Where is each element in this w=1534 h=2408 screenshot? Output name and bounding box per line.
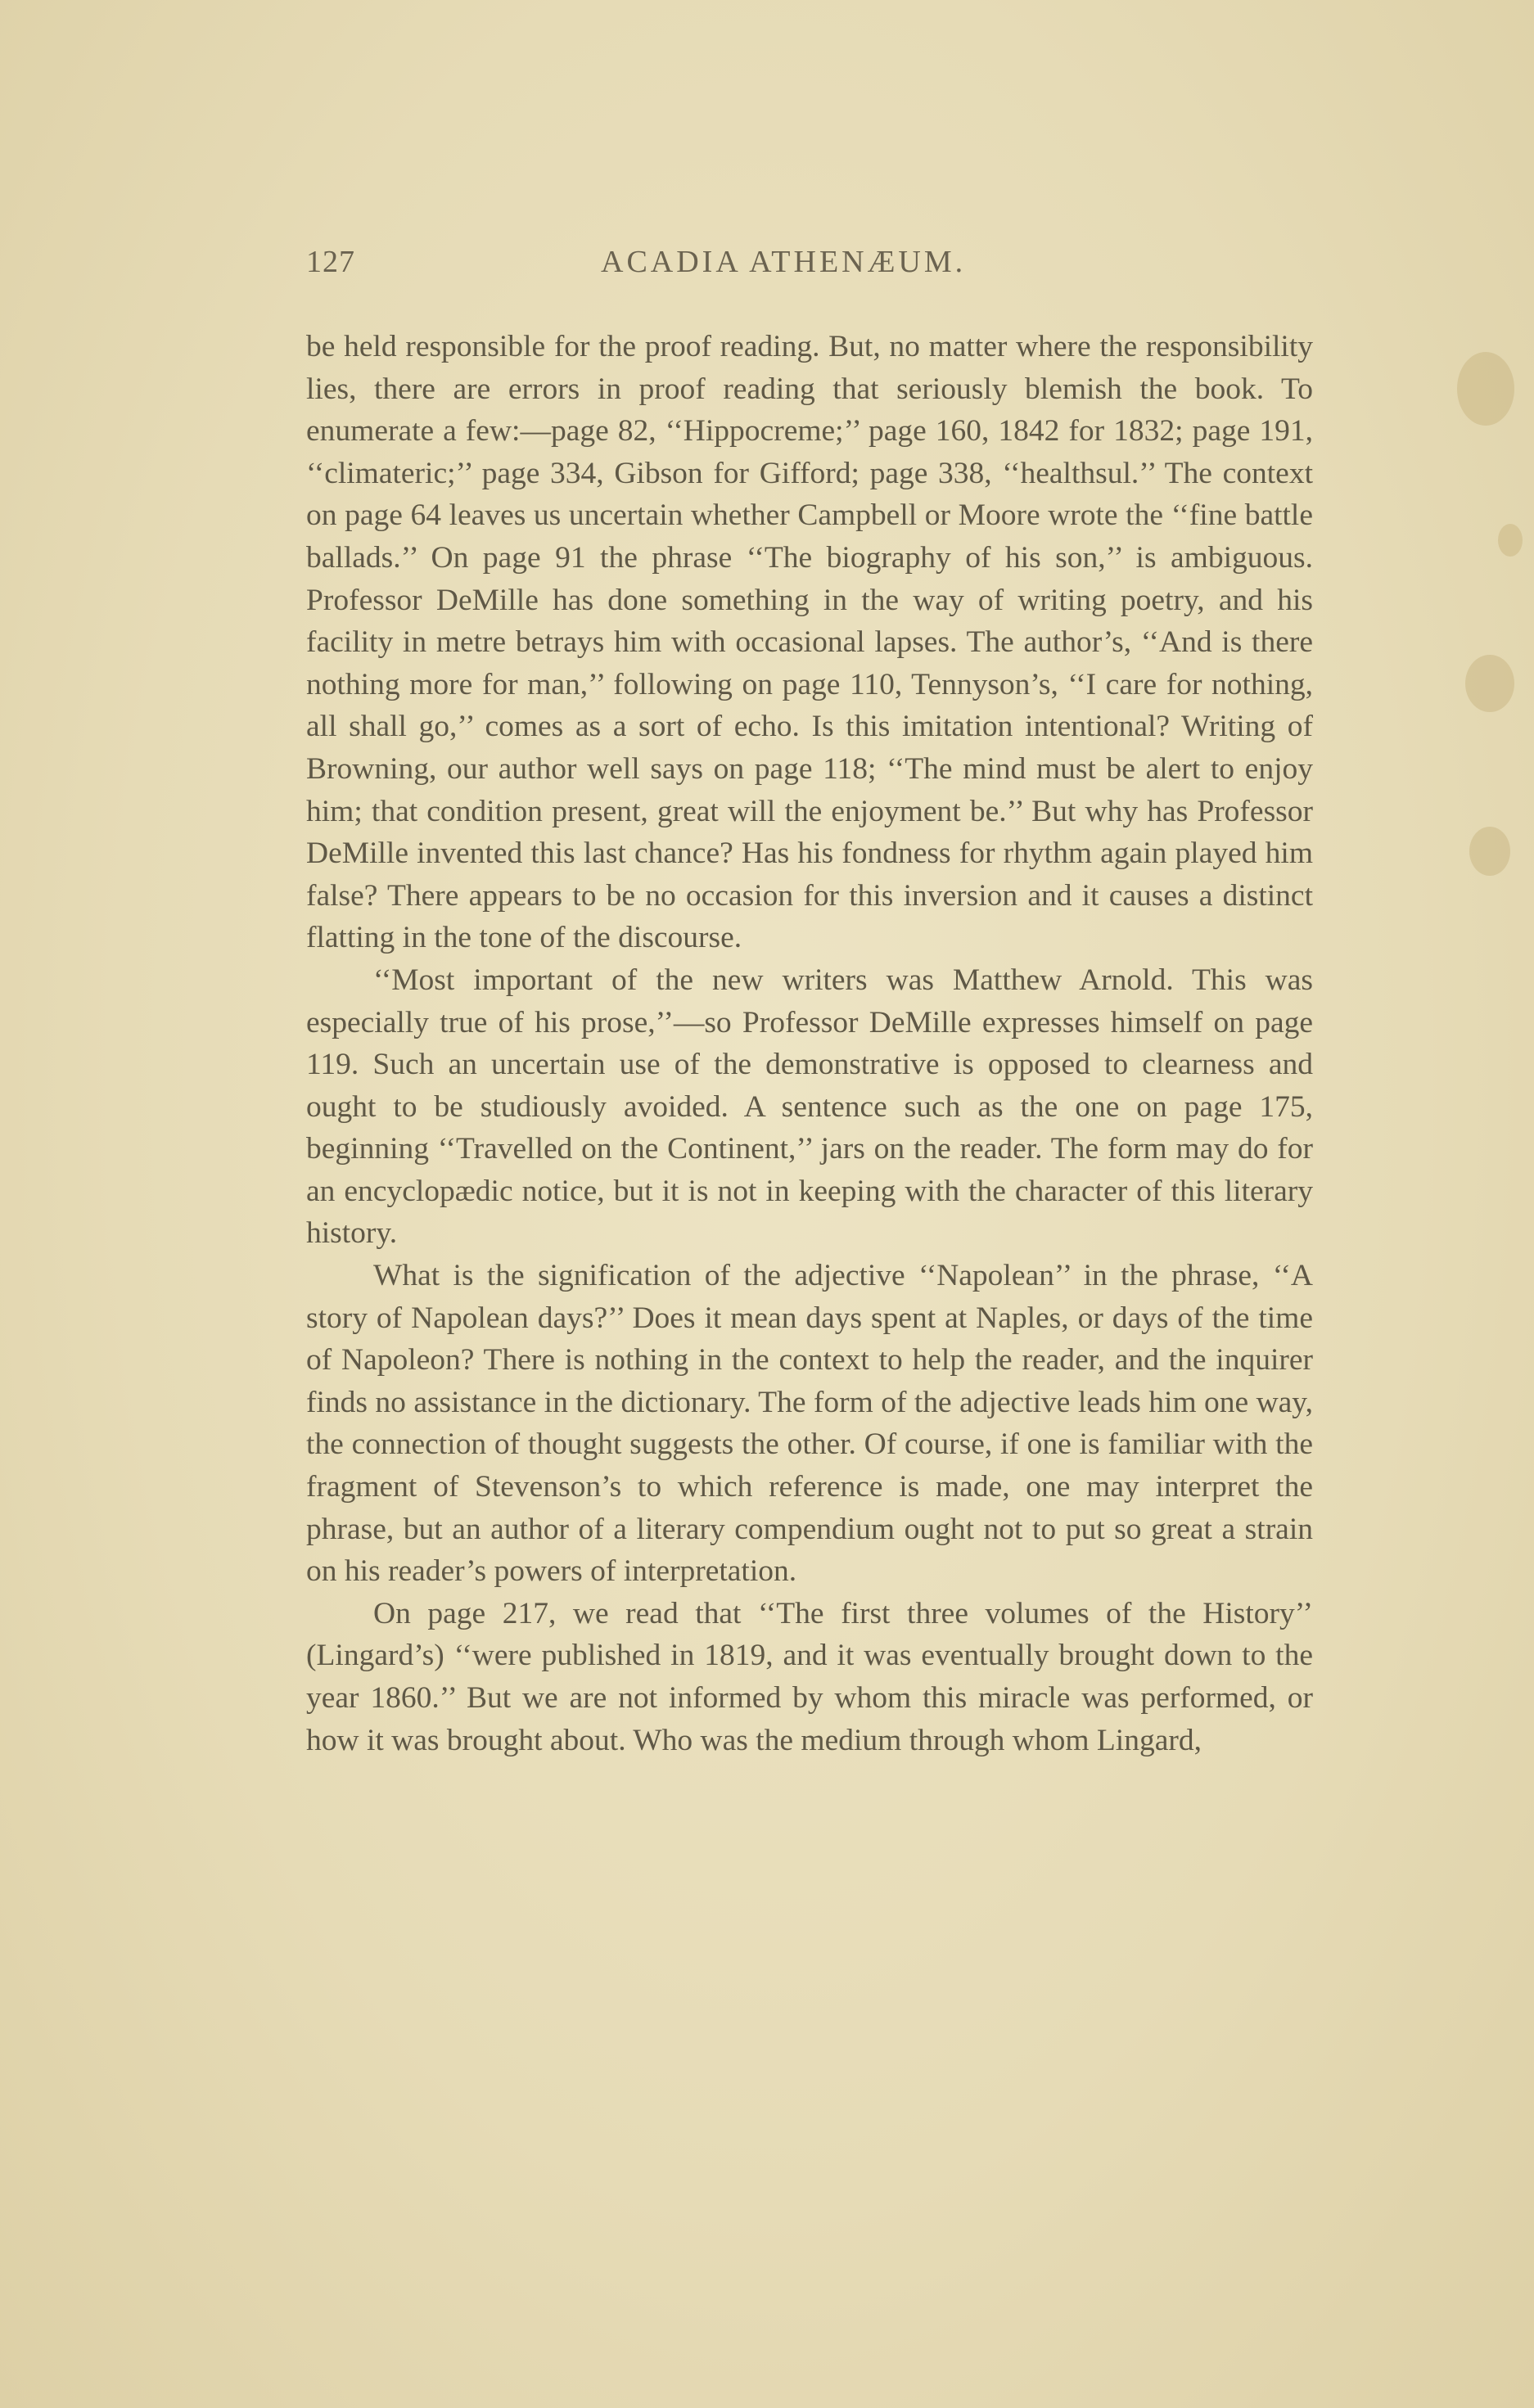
- paper-stain: [1465, 655, 1514, 712]
- paragraph: ‘‘Most important of the new writers was Matthew Arnold. This was especially true of his prose,’’—so Professor DeMille expresses himself on page 119. Such an uncertain use of the demonstrative is opposed to clearness and ought to be studiously avoided. A sentence such as the one on page 175, beginning ‘‘Travelled on the Continent,’’ jars on the reader. The form may do for an encyclopædic notice, but it is not in keeping with the character of this literary history.: [306, 963, 1313, 1251]
- paper-stain: [1469, 827, 1510, 876]
- paper-stain: [1457, 352, 1514, 426]
- running-title: ACADIA ATHENÆUM.: [601, 245, 967, 279]
- page-number: 127: [306, 245, 355, 279]
- page-header: [306, 244, 1313, 293]
- article-body: [306, 326, 1313, 1761]
- paragraph: be held responsible for the proof reading. But, no matter where the responsibility lies, there are errors in proof reading that seriously blemish the book. To enumerate a few:—page 82, ‘‘Hippocreme;’’ page 160, 1842 for 1832; page 191, ‘‘climateric;’’ page 334, Gibson for Gifford; page 338, ‘‘healthsul.’’ The context on page 64 leaves us uncertain whether Campbell or Moore wrote the ‘‘fine battle ballads.’’ On page 91 the phrase ‘‘The biography of his son,’’ is ambiguous. Professor DeMille has done something in the way of writing poetry, and his facility in metre betrays him with occasional lapses. The author’s, ‘‘And is there nothing more for man,’’ following on page 110, Tennyson’s, ‘‘I care for nothing, all shall go,’’ comes as a sort of echo. Is this imitation intentional? Writing of Browning, our author well says on page 118; ‘‘The mind must be alert to enjoy him; that condition present, great will the enjoyment be.’’ But why has Professor DeMille invented this last chance? Has his fondness for rhythm again played him false? There appears to be no occasion for this inversion and it causes a distinct flatting in the tone of the discourse.: [306, 330, 1313, 955]
- paragraph: What is the signification of the adjective ‘‘Napolean’’ in the phrase, ‘‘A story of Napolean days?’’ Does it mean days spent at Naples, or days of the time of Napoleon? There is nothing in the context to help the reader, and the inquirer finds no assistance in the dictionary. The form of the adjective leads him one way, the connection of thought suggests the other. Of course, if one is familiar with the fragment of Stevenson’s to which reference is made, one may interpret the phrase, but an author of a literary compendium ought not to put so great a strain on his reader’s powers of interpretation.: [306, 1259, 1313, 1589]
- paper-stain: [1498, 524, 1523, 557]
- paragraph: On page 217, we read that ‘‘The first three volumes of the History’’ (Lingard’s) ‘‘were published in 1819, and it was eventually brought down to the year 1860.’’ But we are not informed by whom this miracle was performed, or how it was brought about. Who was the medium through whom Lingard,: [306, 1596, 1313, 1757]
